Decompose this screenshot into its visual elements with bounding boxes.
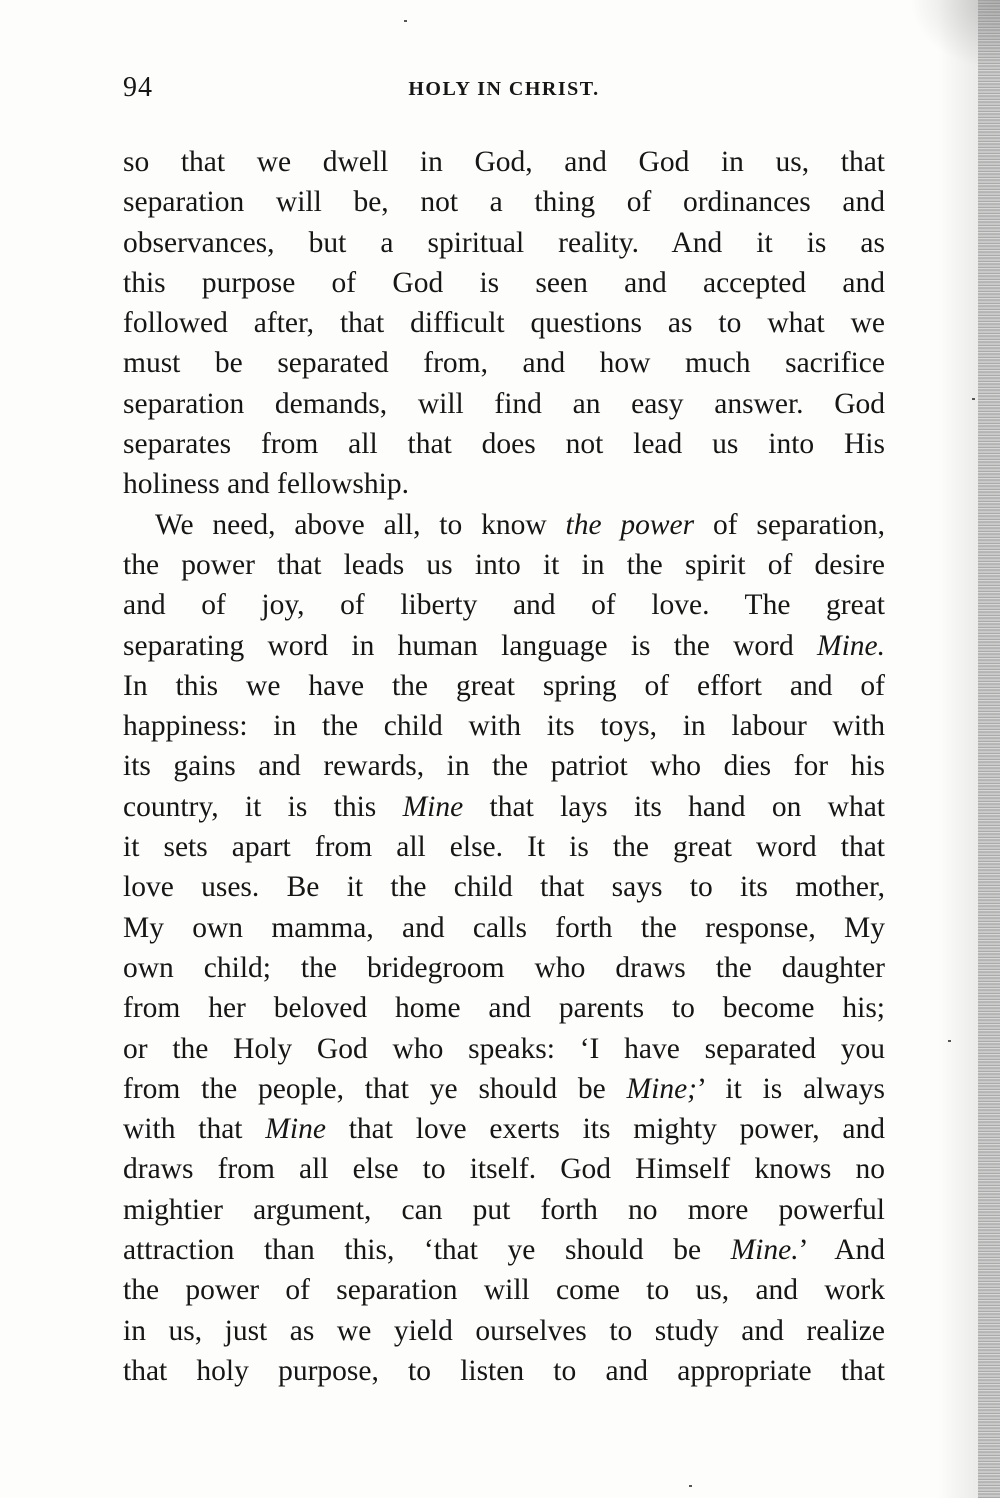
text-line: or the Holy God who speaks: ‘I have separated you xyxy=(123,1032,885,1065)
text-line: love uses. Be it the child that says to its mother, xyxy=(123,871,885,904)
text-line xyxy=(123,1069,885,1109)
text-run: country, it is this xyxy=(123,790,403,823)
text-line: happiness: in the child with its toys, in labour with xyxy=(123,710,885,743)
text-line: observances, but a spiritual reality. And it is as xyxy=(123,226,885,259)
text-line xyxy=(123,1230,885,1270)
text-run: with that xyxy=(123,1113,266,1146)
text-run: from the people, that ye should be xyxy=(123,1072,627,1105)
italic-word: Mine; xyxy=(626,1072,697,1105)
scan-speck xyxy=(689,1485,692,1487)
scan-speck xyxy=(404,20,407,22)
text-line: this purpose of God is seen and accepted and xyxy=(123,266,885,299)
text-line xyxy=(123,505,885,545)
text-run: We need, above all, to know xyxy=(155,508,566,541)
text-line: separation will be, not a thing of ordinances and xyxy=(123,186,885,219)
text-line: separates from all that does not lead us into His xyxy=(123,428,885,461)
text-run: that love exerts its mighty power, and xyxy=(325,1113,885,1146)
italic-word: Mine xyxy=(402,790,464,823)
text-line: its gains and rewards, in the patriot who dies for his xyxy=(123,750,885,783)
text-run: that lays its hand on what xyxy=(463,790,885,823)
scan-corner-shadow xyxy=(910,0,1000,70)
page-header xyxy=(123,72,885,112)
italic-word: Mine. xyxy=(817,629,885,662)
scan-speck xyxy=(948,1040,951,1042)
text-line: and of joy, of liberty and of love. The great xyxy=(123,589,885,622)
page-number: 94 xyxy=(123,72,153,103)
text-line: holiness and fellowship. xyxy=(123,468,409,501)
italic-phrase: the power xyxy=(565,508,695,541)
italic-word: Mine. xyxy=(730,1234,799,1267)
text-line xyxy=(123,787,885,827)
text-line: in us, just as we yield ourselves to study and realize xyxy=(123,1314,885,1347)
text-run: separating word in human language is the word xyxy=(123,629,817,662)
text-run: ’ it is always xyxy=(696,1072,885,1105)
italic-word: Mine xyxy=(265,1113,326,1146)
text-line: the power that leads us into it in the spirit of desire xyxy=(123,548,885,581)
text-line: followed after, that difficult questions as to what we xyxy=(123,307,885,340)
text-line: must be separated from, and how much sacrifice xyxy=(123,347,885,380)
text-line: mightier argument, can put forth no more powerful xyxy=(123,1193,885,1226)
text-run: ’ And xyxy=(798,1234,885,1267)
body-text xyxy=(123,142,885,1391)
text-run: attraction than this, ‘that ye should be xyxy=(123,1234,731,1267)
running-title: HOLY IN CHRIST. xyxy=(408,78,600,100)
text-line xyxy=(123,626,885,666)
text-line: own child; the bridegroom who draws the daughter xyxy=(123,951,885,984)
text-line: the power of separation will come to us, and work xyxy=(123,1274,885,1307)
text-line: that holy purpose, to listen to and appropriate that xyxy=(123,1354,885,1387)
paragraph xyxy=(123,505,885,1392)
page-edge-stack xyxy=(978,0,1000,1498)
text-line: so that we dwell in God, and God in us, that xyxy=(123,146,885,178)
text-line: it sets apart from all else. It is the great word that xyxy=(123,831,885,864)
text-line: My own mamma, and calls forth the response, My xyxy=(123,911,885,944)
text-line: In this we have the great spring of effort and of xyxy=(123,669,885,702)
text-line: separation demands, will find an easy answer. God xyxy=(123,387,885,420)
paragraph-continuation xyxy=(123,142,885,505)
text-run: of separation, xyxy=(694,508,885,541)
text-line: from her beloved home and parents to become his; xyxy=(123,992,885,1025)
text-line: draws from all else to itself. God Himself knows no xyxy=(123,1153,885,1186)
text-line xyxy=(123,1109,885,1149)
scan-speck xyxy=(972,398,975,400)
page-edge-shadow xyxy=(938,0,978,1498)
